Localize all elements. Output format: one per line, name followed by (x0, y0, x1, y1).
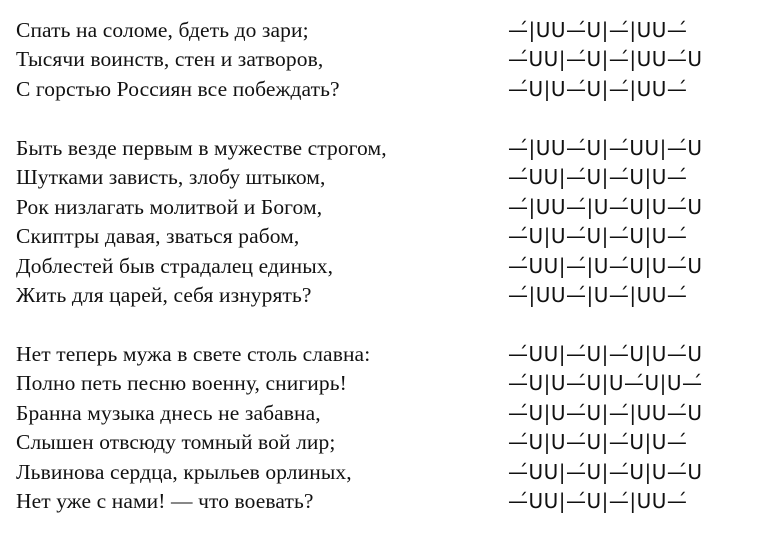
verse-text: Нет теперь мужа в свете столь славна: (16, 342, 371, 366)
verse-line (0, 16, 772, 45)
metrical-scheme: —́|UU—́|U—́|UU—́ (508, 282, 688, 307)
verse-line (0, 134, 772, 163)
verse-text: Львинова сердца, крыльев орлиных, (16, 459, 352, 484)
verse-line (0, 75, 772, 104)
verse-line (0, 340, 772, 369)
metrical-scheme: —́U|U—́U|—́|UU—́ (508, 76, 688, 101)
metrical-scheme: —́UU|—́U|—́|UU—́ (508, 488, 688, 513)
stanza-2 (0, 134, 772, 310)
verse-text: Жить для царей, себя изнурять? (16, 282, 312, 307)
verse-line (0, 428, 772, 457)
metrical-scheme: —́UU|—́U|—́U|U—́U (508, 342, 703, 366)
verse-text: Доблестей быв страдалец единых, (16, 253, 334, 278)
verse-text: Тысячи воинств, стен и затворов, (16, 47, 324, 72)
verse-line (0, 252, 772, 281)
metrical-scheme: —́UU|—́|U—́U|U—́U (508, 253, 703, 278)
stanza-3 (0, 340, 772, 516)
metrical-scheme: —́UU|—́U|—́U|U—́ (508, 165, 688, 190)
metrical-scheme: —́|UU—́U|—́|UU—́ (508, 18, 688, 42)
verse-text: Спать на соломе, бдеть до зари; (16, 18, 309, 42)
verse-text: Бранна музыка днесь не забавна, (16, 400, 321, 425)
metrical-scheme: —́UU|—́U|—́U|U—́U (508, 459, 703, 484)
verse-line (0, 281, 772, 310)
verse-line (0, 399, 772, 428)
verse-text: Быть везде первым в мужестве строгом, (16, 136, 387, 160)
verse-text: С горстью Россиян все побеждать? (16, 76, 340, 101)
metrical-scheme: —́U|U—́U|—́U|U—́ (508, 224, 688, 249)
verse-line (0, 163, 772, 192)
verse-line (0, 222, 772, 251)
verse-line (0, 458, 772, 487)
verse-line (0, 45, 772, 74)
verse-text: Рок низлагать молитвой и Богом, (16, 194, 323, 219)
metrical-scheme: —́|UU—́|U—́U|U—́U (508, 194, 703, 219)
verse-line (0, 487, 772, 516)
metrical-scheme: —́U|U—́U|—́|UU—́U (508, 400, 703, 425)
metrical-scheme: —́U|U—́U|U—́U|U—́ (508, 371, 703, 396)
verse-line (0, 193, 772, 222)
verse-line (0, 369, 772, 398)
verse-text: Шутками зависть, злобу штыком, (16, 165, 326, 190)
verse-text: Нет уже с нами! — что воевать? (16, 488, 314, 513)
metrical-scheme: —́U|U—́U|—́U|U—́ (508, 430, 688, 455)
metrical-scheme: —́UU|—́U|—́|UU—́U (508, 47, 703, 72)
verse-text: Скиптры давая, зваться рабом, (16, 224, 300, 249)
verse-text: Слышен отвсюду томный вой лир; (16, 430, 336, 455)
stanza-1 (0, 16, 772, 104)
verse-text: Полно петь песню военну, снигирь! (16, 371, 347, 396)
metrical-scheme: —́|UU—́U|—́UU|—́U (508, 136, 703, 160)
